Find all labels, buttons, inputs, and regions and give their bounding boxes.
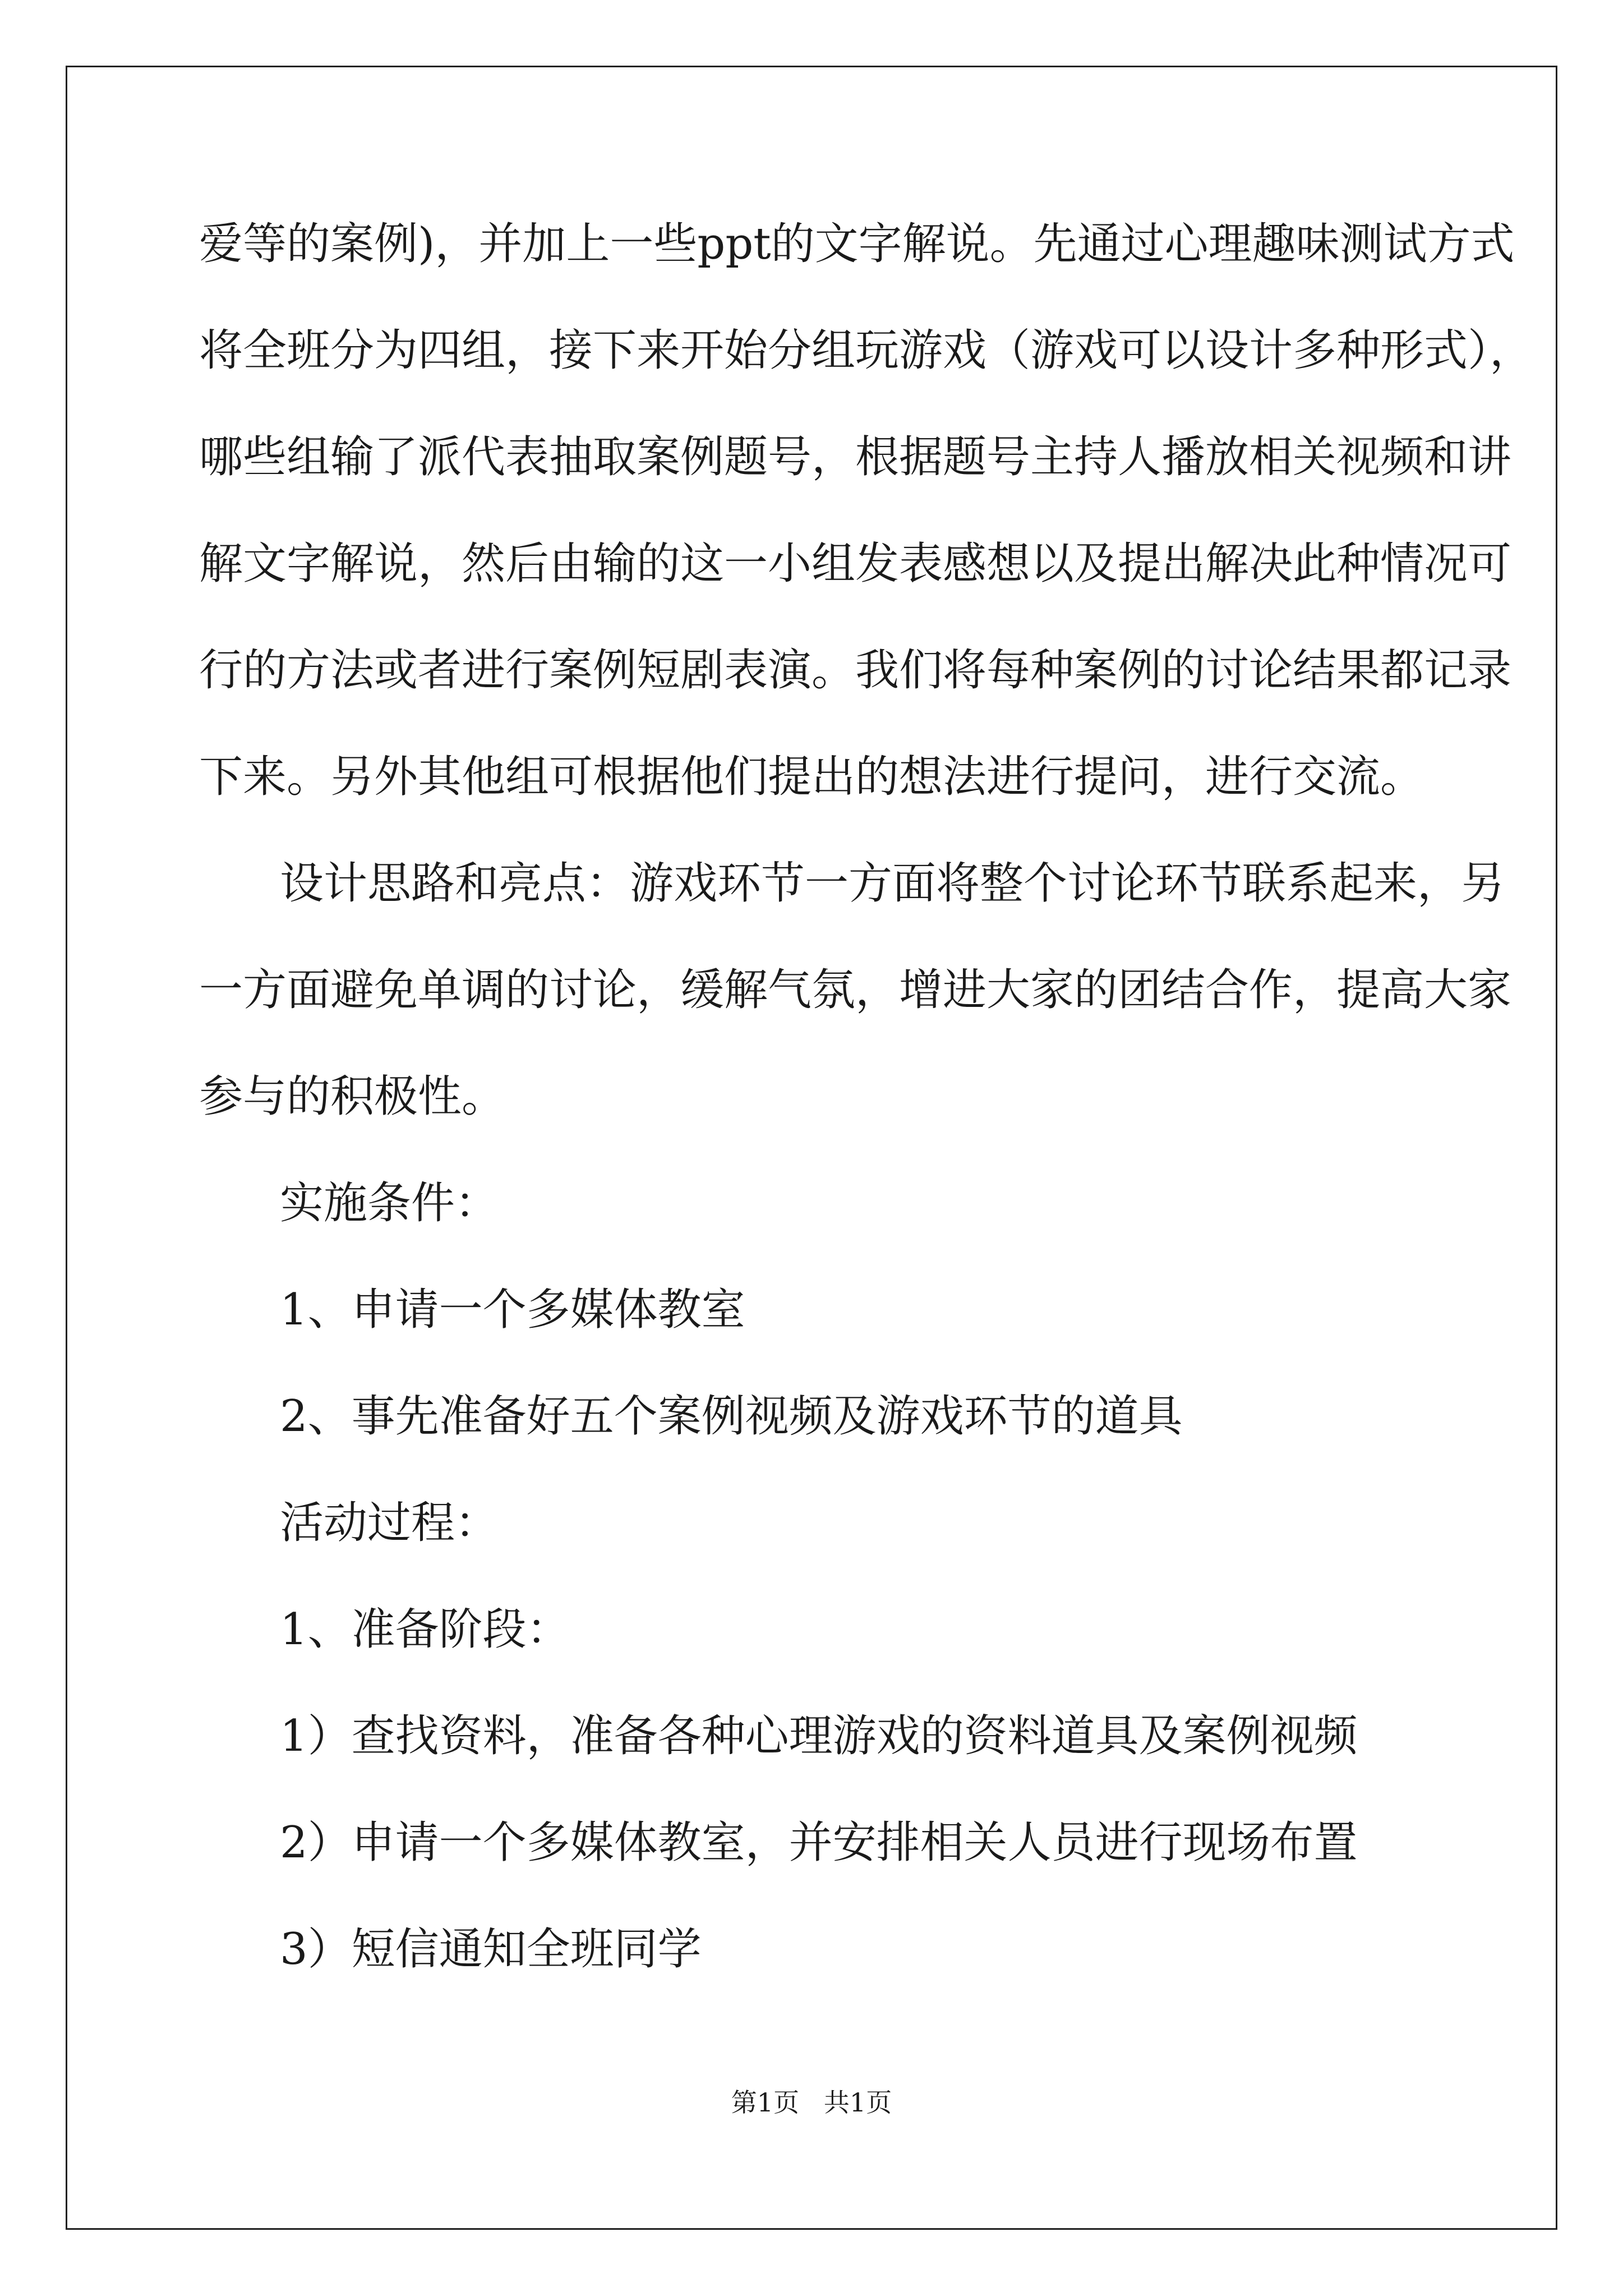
section-heading-process: 活动过程： [280,1498,499,1548]
paragraph-line: 行的方法或者进行案例短剧表演。我们将每种案例的讨论结果都记录 [199,645,1512,696]
section-heading-conditions: 实施条件： [280,1178,499,1228]
paragraph-line: 参与的积极性。 [199,1071,506,1122]
list-item: 2）申请一个多媒体教室，并安排相关人员进行现场布置 [280,1818,1358,1868]
list-item: 1、申请一个多媒体教室 [280,1285,745,1335]
list-item: 3）短信通知全班同学 [280,1924,702,1975]
list-item: 2、事先准备好五个案例视频及游戏环节的道具 [280,1391,1183,1442]
paragraph-line: 哪些组输了派代表抽取案例题号，根据题号主持人播放相关视频和讲 [199,432,1512,482]
paragraph-line: 设计思路和亮点：游戏环节一方面将整个讨论环节联系起来，另 [280,858,1505,909]
paragraph-line: 一方面避免单调的讨论，缓解气氛，增进大家的团结合作，提高大家 [199,965,1512,1015]
page-number-footer: 第1页 共1页 [731,2087,892,2118]
page-border [66,66,1557,2230]
paragraph-line: 下来。另外其他组可根据他们提出的想法进行提问，进行交流。 [199,752,1424,802]
paragraph-line: 爱等的案例)，并加上一些ppt的文字解说。先通过心理趣味测试方式 [199,219,1515,269]
paragraph-line: 解文字解说，然后由输的这一小组发表感想以及提出解决此种情况可 [199,539,1512,589]
list-item: 1、准备阶段： [280,1604,570,1655]
paragraph-line: 将全班分为四组，接下来开始分组玩游戏（游戏可以设计多种形式）， [199,325,1534,376]
list-item: 1）查找资料，准备各种心理游戏的资料道具及案例视频 [280,1711,1358,1761]
